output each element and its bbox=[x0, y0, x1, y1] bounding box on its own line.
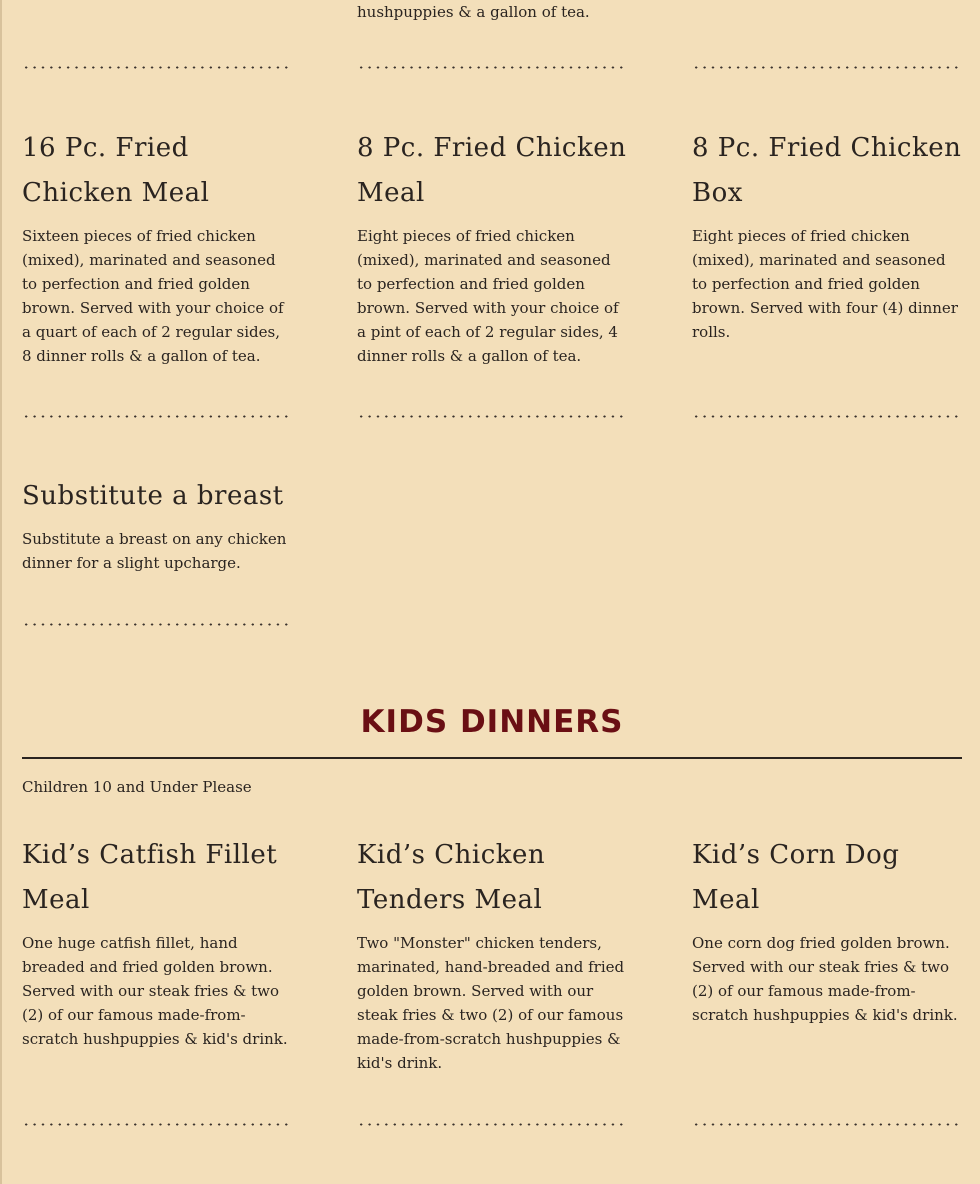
menu-item-description: Substitute a breast on any chicken dinner for a slight upcharge. bbox=[22, 530, 287, 572]
price-leader-dots bbox=[692, 415, 962, 418]
price-leader-dots bbox=[357, 1123, 627, 1126]
price-leader-dots bbox=[22, 623, 292, 626]
menu-item-description: Eight pieces of fried chicken (mixed), marinated and seasoned to perfection and fried golden brown. Served with your choice of a pint of each of 2 regular sides, 4 dinner rolls & a gallon of tea. bbox=[357, 227, 619, 365]
menu-item-title: Kid’s Catfish Fillet Meal bbox=[22, 840, 278, 915]
menu-item-title: 16 Pc. Fried Chicken Meal bbox=[22, 133, 210, 208]
price-leader-dots bbox=[22, 415, 292, 418]
menu-item-description: Two "Monster" chicken tenders, marinated, hand-breaded and fried golden brown. Served with our steak fries & two (2) of our famous made-from-scratch hushpuppies & kid's drink. bbox=[357, 934, 625, 1072]
menu-item[interactable] bbox=[692, 833, 964, 1027]
menu-item-title: Substitute a breast bbox=[22, 481, 284, 511]
menu-item-description: Eight pieces of fried chicken (mixed), marinated and seasoned to perfection and fried golden brown. Served with four (4) dinner rolls. bbox=[692, 227, 958, 341]
menu-item[interactable] bbox=[22, 833, 294, 1051]
menu-item-title: Kid’s Chicken Tenders Meal bbox=[357, 840, 546, 915]
menu-item-title: 8 Pc. Fried Chicken Meal bbox=[357, 133, 627, 208]
menu-item[interactable] bbox=[22, 126, 294, 368]
section-divider bbox=[22, 757, 962, 759]
menu-item-description: hushpuppies & a gallon of tea. bbox=[357, 3, 590, 21]
section-subtitle: Children 10 and Under Please bbox=[22, 778, 252, 796]
price-leader-dots bbox=[22, 1123, 292, 1126]
menu-item-description: One huge catfish fillet, hand breaded and fried golden brown. Served with our steak fries & two (2) of our famous made-from-scratch hushpuppies & kid's drink. bbox=[22, 934, 288, 1048]
price-leader-dots bbox=[357, 66, 627, 69]
menu-item[interactable] bbox=[357, 833, 629, 1075]
price-leader-dots bbox=[357, 415, 627, 418]
section-title: KIDS DINNERS bbox=[360, 704, 624, 740]
menu-item-partial bbox=[357, 0, 629, 24]
price-leader-dots bbox=[692, 66, 962, 69]
menu-item-description: Sixteen pieces of fried chicken (mixed), marinated and seasoned to perfection and fried golden brown. Served with your choice of a quart of each of 2 regular sides, 8 dinner rolls & a gallon of tea. bbox=[22, 227, 284, 365]
price-leader-dots bbox=[22, 66, 292, 69]
menu-item-description: One corn dog fried golden brown. Served with our steak fries & two (2) of our famous made-from-scratch hushpuppies & kid's drink. bbox=[692, 934, 958, 1024]
menu-item-title: 8 Pc. Fried Chicken Box bbox=[692, 133, 962, 208]
menu-item[interactable] bbox=[357, 126, 629, 368]
menu-item-title: Kid’s Corn Dog Meal bbox=[692, 840, 900, 915]
price-leader-dots bbox=[692, 1123, 962, 1126]
menu-item[interactable] bbox=[692, 126, 964, 344]
menu-item[interactable] bbox=[22, 474, 294, 575]
